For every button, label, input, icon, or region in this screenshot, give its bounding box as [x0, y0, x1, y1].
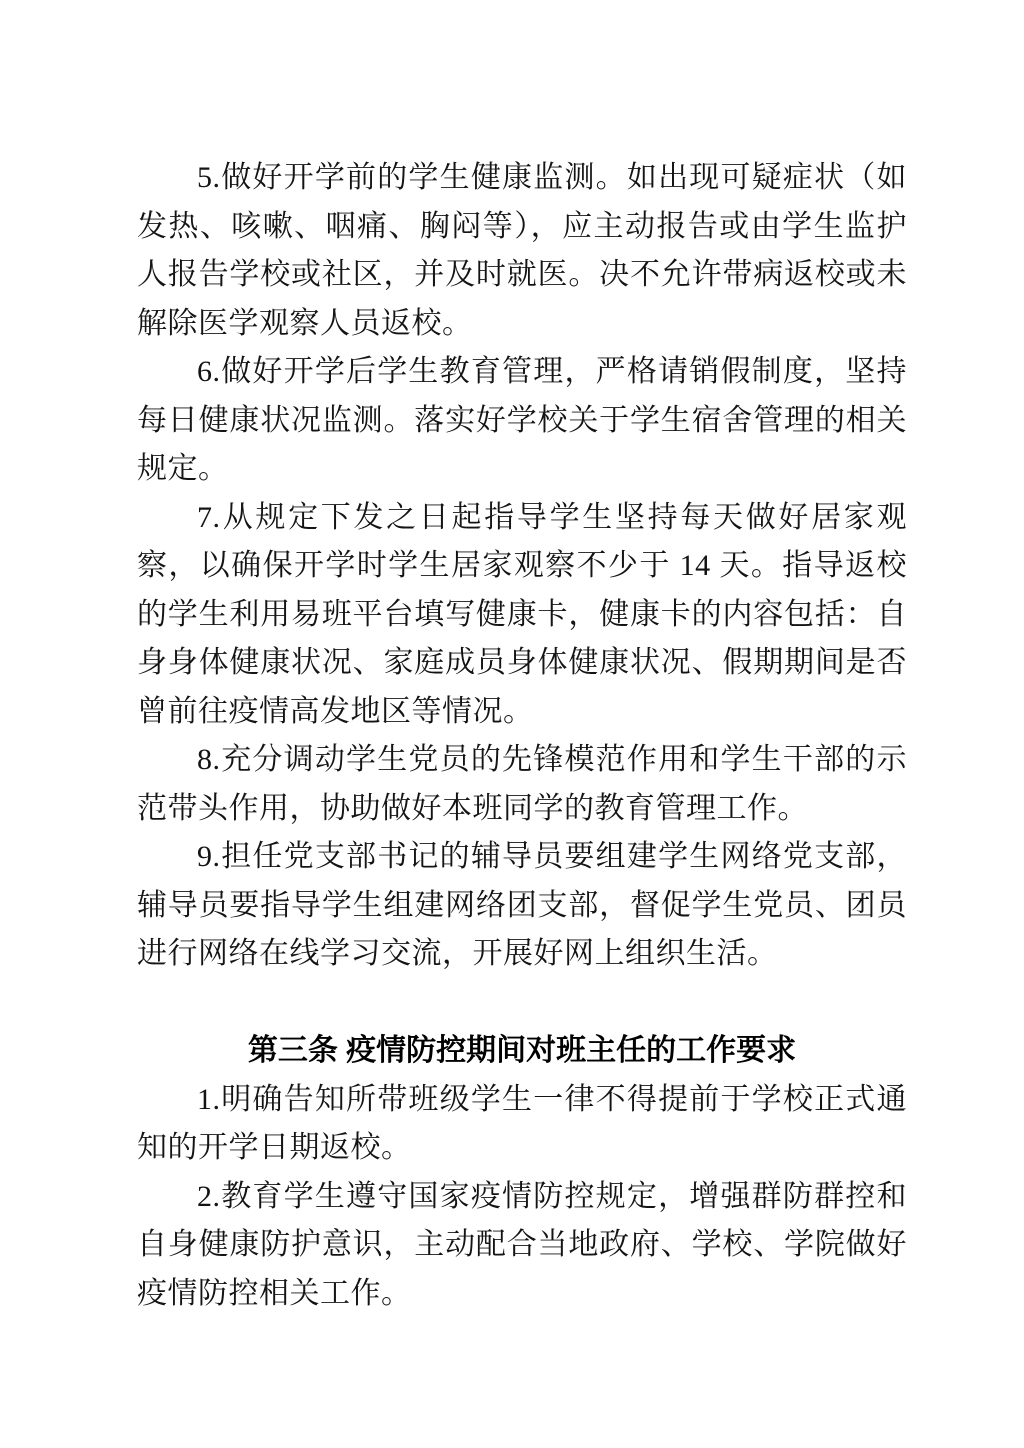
body-paragraph-6: 6.做好开学后学生教育管理，严格请销假制度，坚持每日健康状况监测。落实好学校关于学生宿舍管理的相关规定。: [137, 355, 907, 485]
body-paragraph-5: 5.做好开学前的学生健康监测。如出现可疑症状（如发热、咳嗽、咽痛、胸闷等），应主动报告或由学生监护人报告学校或社区，并及时就医。决不允许带病返校或未解除医学观察人员返校。: [137, 161, 907, 340]
body-paragraph-7: 7.从规定下发之日起指导学生坚持每天做好居家观察，以确保开学时学生居家观察不少于 14 天。指导返校的学生利用易班平台填写健康卡，健康卡的内容包括：自身身体健康状况、家庭成员身体健康状况、假期期间是否曾前往疫情高发地区等情况。: [137, 500, 907, 728]
section-paragraph-2: 2.教育学生遵守国家疫情防控规定，增强群防群控和自身健康防护意识，主动配合当地政府、学校、学院做好疫情防控相关工作。: [137, 1179, 907, 1310]
section-paragraph-1: 1.明确告知所带班级学生一律不得提前于学校正式通知的开学日期返校。: [137, 1082, 907, 1164]
body-paragraph-8: 8.充分调动学生党员的先锋模范作用和学生干部的示范带头作用，协助做好本班同学的教育管理工作。: [137, 743, 907, 825]
section-heading-article-3: 第三条 疫情防控期间对班主任的工作要求: [247, 1034, 797, 1067]
body-paragraph-9: 9.担任党支部书记的辅导员要组建学生网络党支部，辅导员要指导学生组建网络团支部，督促学生党员、团员进行网络在线学习交流，开展好网上组织生活。: [137, 840, 907, 970]
